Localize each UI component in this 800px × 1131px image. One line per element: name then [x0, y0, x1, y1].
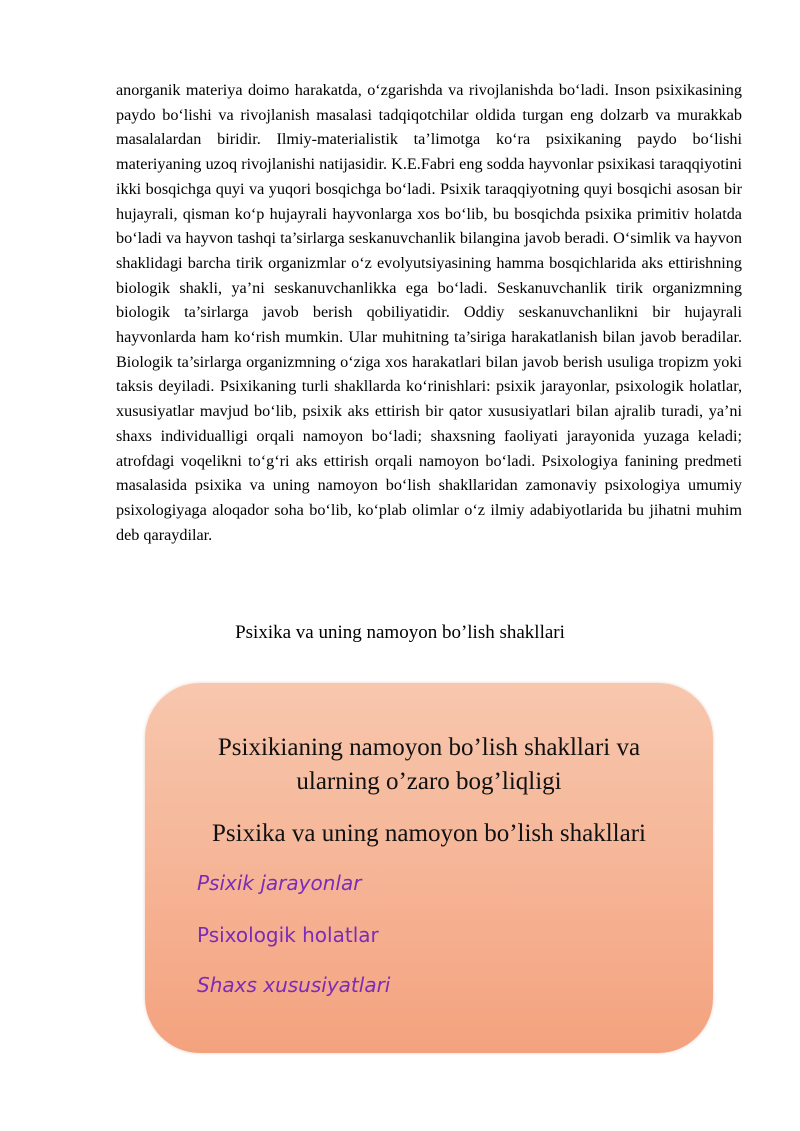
box-title-line-2: ularning o’zaro bog’liqligi [296, 768, 562, 795]
figure-caption: Psixika va uning namoyon bo’lish shakllari [235, 622, 565, 643]
box-title-line-1: Psixikianing namoyon bo’lish shakllari va [217, 734, 641, 761]
box-item-psychic-processes: Psixik jarayonlar [197, 871, 362, 895]
box-item-personality-traits: Shaxs xususiyatlari [197, 973, 391, 997]
body-paragraph: anorganik materiya doimo harakatda, o‘zgarishda va rivojlanishda bo‘ladi. Inson psixikasining paydo bo‘lishi va rivojlanish masalasi tadqiqotchilar oldida turgan eng dolzarb va murakkab masalalardan biridir. Ilmiy-materialistik ta’limotga ko‘ra psixikaning paydo bo‘lishi materiyaning uzoq rivojlanishi natijasidir. K.E.Fabri eng sodda hayvonlar psixikasi taraqqiyotini ikki bosqichga quyi va yuqori bosqichga bo‘ladi. Psixik taraqqiyotning quyi bosqichi asosan bir hujayrali, qisman ko‘p hujayrali hayvonlarga xos bo‘lib, bu bosqichda psixika primitiv holatda bo‘ladi va hayvon tashqi ta’sirlarga seskanuvchanlik bilangina javob beradi. O‘simlik va hayvon shaklidagi barcha tirik organizmlar o‘z evolyutsiyasining hamma bosqichlarida aks ettirishning biologik shakli, ya’ni seskanuvchanlikka ega bo‘ladi. Seskanuvchanlik tirik organizmning biologik ta’sirlarga javob berish qobiliyatidir. Oddiy seskanuvchanlikni bir hujayrali hayvonlarda ham ko‘rish mumkin. Ular muhitning ta’siriga harakatlanish bilan javob beradilar. Biologik ta’sirlarga organizmning o‘ziga xos harakatlari bilan javob berish usuliga tropizm yoki taksis deyiladi. Psixikaning turli shakllarda ko‘rinishlari: psixik jarayonlar, psixologik holatlar, xususiyatlar mavjud bo‘lib, psixik aks ettirish bir qator xususiyatlari bilan ajralib turadi, ya’ni shaxs individualligi orqali namoyon bo‘ladi; shaxsning faoliyati jarayonida yuzaga keladi; atrofdagi voqelikni to‘g‘ri aks ettirish orqali namoyon bo‘ladi. Psixologiya fanining predmeti masalasida psixika va uning namoyon bo‘lish shakllaridan zamonaviy psixologiya umumiy psixologiyaga aloqador soha bo‘lib, ko‘plab olimlar o‘z ilmiy adabiyotlarida bu jihatni muhim deb qaraydilar. [116, 81, 742, 544]
box-subtitle: Psixika va uning namoyon bo’lish shakllari [212, 820, 646, 847]
box-title [145, 731, 713, 799]
forms-of-psyche-box [145, 683, 713, 1053]
box-item-psychological-states: Psixologik holatlar [197, 923, 379, 947]
